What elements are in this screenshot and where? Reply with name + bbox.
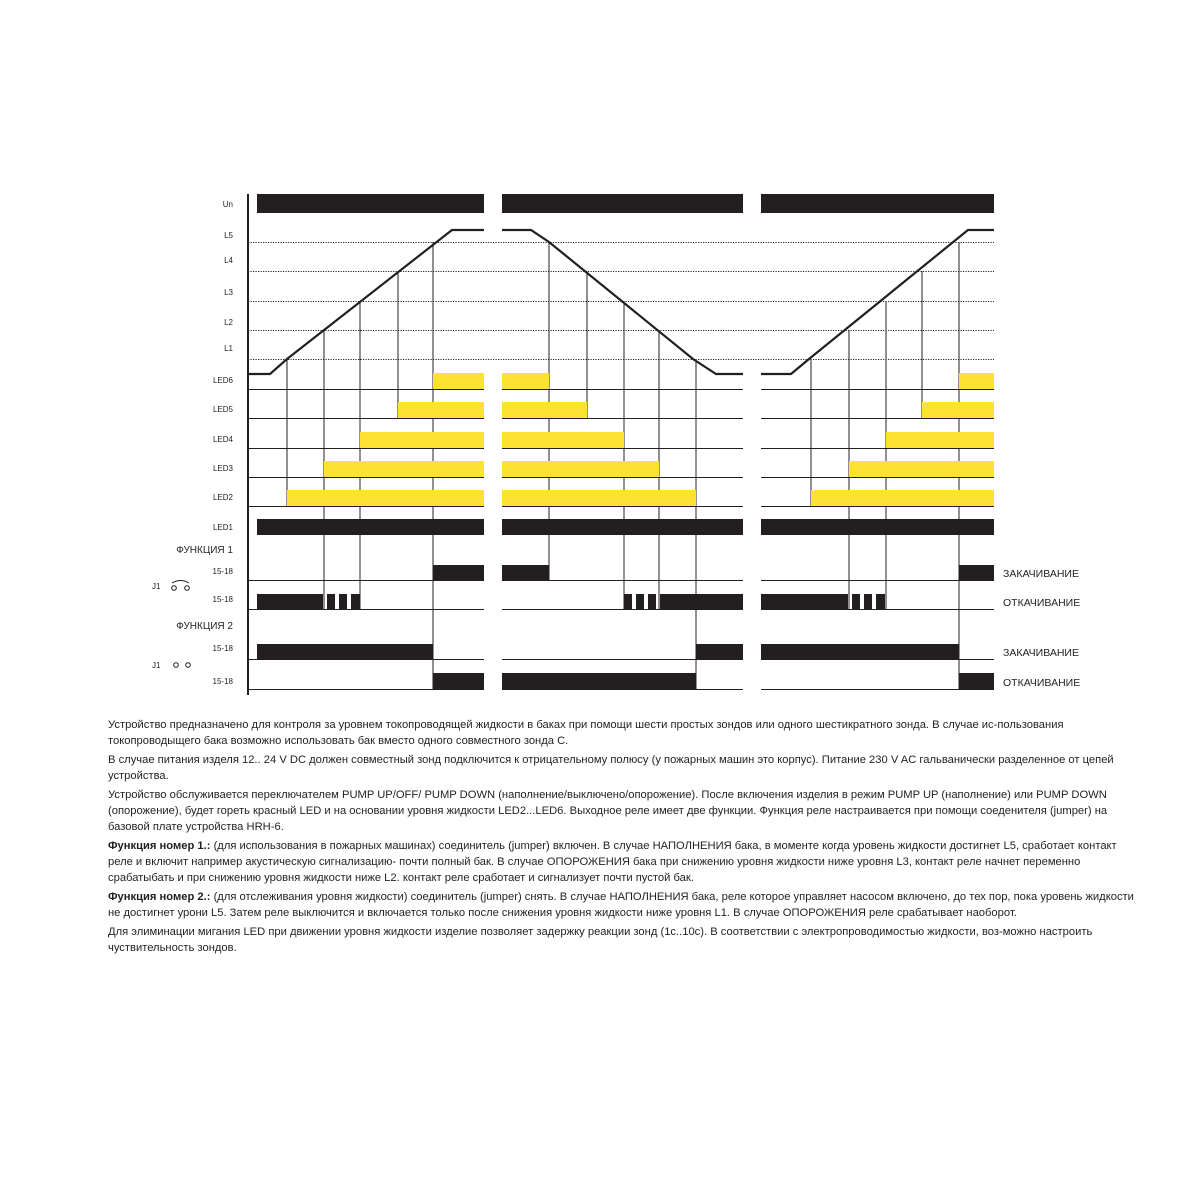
label-contact-f2b: 15-18	[212, 677, 233, 686]
paragraph-6: Для элиминации мигания LED при движении уровня жидкости изделие позволяет задержку реакции зонд (1с..10с). В соответствии с электропроводимостью жидкости, воз-можно настроить чуствительность зондов.	[108, 926, 1093, 954]
function-1-heading: Функция номер 1.:	[108, 840, 211, 852]
led1-bars	[257, 519, 994, 535]
label-led3: LED3	[212, 464, 233, 473]
label-pump-out-f2: ОТКАЧИВАНИЕ	[1003, 677, 1081, 689]
led-bars	[287, 373, 994, 506]
function-1-relay	[257, 565, 994, 609]
label-l2: L2	[224, 318, 233, 327]
label-jumper-1: J1	[152, 582, 161, 591]
label-contact-f1b: 15-18	[212, 595, 233, 604]
paragraph-1: Устройство предназначено для контроля за уровнем токопроводящей жидкости в баках при помощи шести простых зондов или одного шестикратного зонда. В случае ис-пользования токопроводыщего бака возможно использовать бак вместо одного совместного зонда C.	[108, 719, 1064, 747]
label-l5: L5	[224, 231, 233, 240]
label-function-1: ФУНКЦИЯ 1	[176, 545, 233, 556]
paragraph-2: В случае питания изделя 12.. 24 V DC должен совместный зонд подключится к отрицательному полюсу (у пожарных машин это корпус). Питание 230 V AC гальванически разделенное от цепей устройства.	[108, 754, 1114, 782]
function-1-description: (для использования в пожарных машинах) соединитель (jumper) включен. В случае НАПОЛНЕНИЯ бака, в моменте когда уровень жидкости достигнет L5, сработает контакт реле и включит например акустическую сигнализацию- почти полный бак. В случае ОПОРОЖЕНИЯ бака при снижению уровня жидкости ниже уровня L3, контакт реле начнет переменно срабатыбать и при снижению уровня жидкости ниже L2. контакт реле сработает и сигнализует почти пустой бак.	[108, 840, 1117, 884]
label-un: Un	[222, 200, 233, 209]
label-jumper-2: J1	[152, 661, 161, 670]
label-pump-in-f1: ЗАКАЧИВАНИЕ	[1003, 568, 1079, 580]
label-contact-f2a: 15-18	[212, 644, 233, 653]
paragraph-5	[108, 889, 1140, 921]
jumper-closed-icon	[152, 581, 189, 592]
function-2-heading: Функция номер 2.:	[108, 891, 211, 903]
function-2-description: (для отслеживания уровня жидкости) соединитель (jumper) снять. В случае НАПОЛНЕНИЯ бака, реле которое управляет насосом включено, до тех пор, пока уровень жидкости не достигнет урони L5. Затем реле выключится и включается только после снижения уровня жидкости ниже уровня L1. В случае ОПОРОЖЕНИЯ реле срабатывает наоборот.	[108, 891, 1134, 919]
function-2-relay	[257, 644, 994, 689]
label-led1: LED1	[212, 523, 233, 532]
paragraph-4	[108, 838, 1140, 886]
label-contact-f1a: 15-18	[212, 567, 233, 576]
label-l3: L3	[224, 288, 233, 297]
paragraph-3: Устройство обслуживается переключателем PUMP UP/OFF/ PUMP DOWN (наполнение/выключено/опорожение). После включения изделия в режим PUMP UP (наполнение) или PUMP DOWN (опорожение), будет гореть красный LED и на основании уровня жидкости LED2...LED6. Выходное реле имеет две функции. Функция реле настраивается при помощи соеденителя (jumper) на базовой плате устройства HRH-6.	[108, 789, 1108, 833]
label-l1: L1	[224, 344, 233, 353]
label-led6: LED6	[212, 376, 233, 385]
label-led4: LED4	[212, 435, 233, 444]
label-led5: LED5	[212, 405, 233, 414]
label-pump-out-f1: ОТКАЧИВАНИЕ	[1003, 597, 1081, 609]
description-text	[108, 717, 1140, 959]
jumper-open-icon	[152, 661, 190, 670]
un-bars	[257, 194, 994, 213]
label-led2: LED2	[212, 493, 233, 502]
label-pump-in-f2: ЗАКАЧИВАНИЕ	[1003, 647, 1079, 659]
label-function-2: ФУНКЦИЯ 2	[176, 621, 233, 632]
label-l4: L4	[224, 256, 233, 265]
